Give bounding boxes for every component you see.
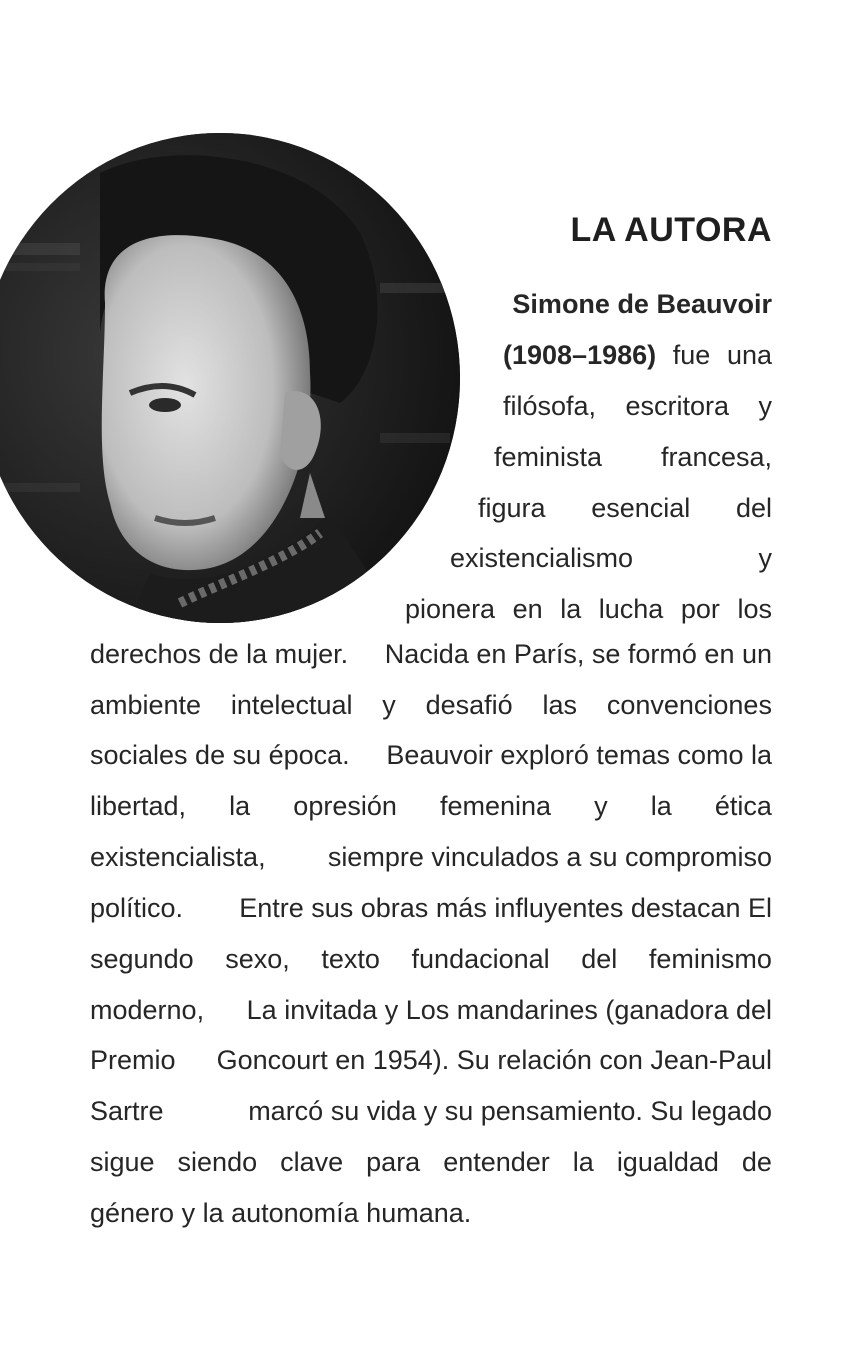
bio-line-19: género y la autonomía humana.: [90, 1198, 472, 1228]
bio-line-4: feminista francesa,: [494, 442, 772, 472]
bio-line-18: sigue siendo clave para entender la igualdad de: [90, 1147, 772, 1177]
bio-line-10: sociales de su época. Beauvoir exploró temas como la: [90, 740, 772, 770]
bio-line-3: filósofa, escritora y: [503, 391, 772, 421]
author-portrait: [0, 133, 460, 623]
bio-line-12: existencialista, siempre vinculados a su compromiso: [90, 842, 772, 872]
bio-line-13: político. Entre sus obras más influyentes destacan El: [90, 893, 772, 923]
bio-line-7: pionera en la lucha por los: [405, 594, 772, 624]
bio-line-15: moderno, La invitada y Los mandarines (ganadora del: [90, 995, 772, 1025]
portrait-image: [0, 133, 460, 623]
section-heading: LA AUTORA: [570, 211, 772, 249]
bio-line-5: figura esencial del: [478, 493, 772, 523]
bio-line-16: Premio Goncourt en 1954). Su relación con Jean-Paul: [90, 1045, 772, 1075]
bio-line-6: existencialismo y: [450, 543, 772, 573]
bio-line-17: Sartre marcó su vida y su pensamiento. Su legado: [90, 1096, 772, 1126]
bio-line-9: ambiente intelectual y desafió las convenciones: [90, 690, 772, 720]
bio-line-14: segundo sexo, texto fundacional del feminismo: [90, 944, 772, 974]
bio-line-11: libertad, la opresión femenina y la ética: [90, 791, 772, 821]
bio-line-2: (1908–1986) fue una: [503, 340, 772, 370]
bio-line-8: derechos de la mujer. Nacida en París, se formó en un: [90, 639, 772, 669]
bio-line-1: [512, 287, 772, 321]
author-dates: (1908–1986): [503, 340, 657, 370]
author-name: Simone de Beauvoir: [512, 289, 772, 319]
